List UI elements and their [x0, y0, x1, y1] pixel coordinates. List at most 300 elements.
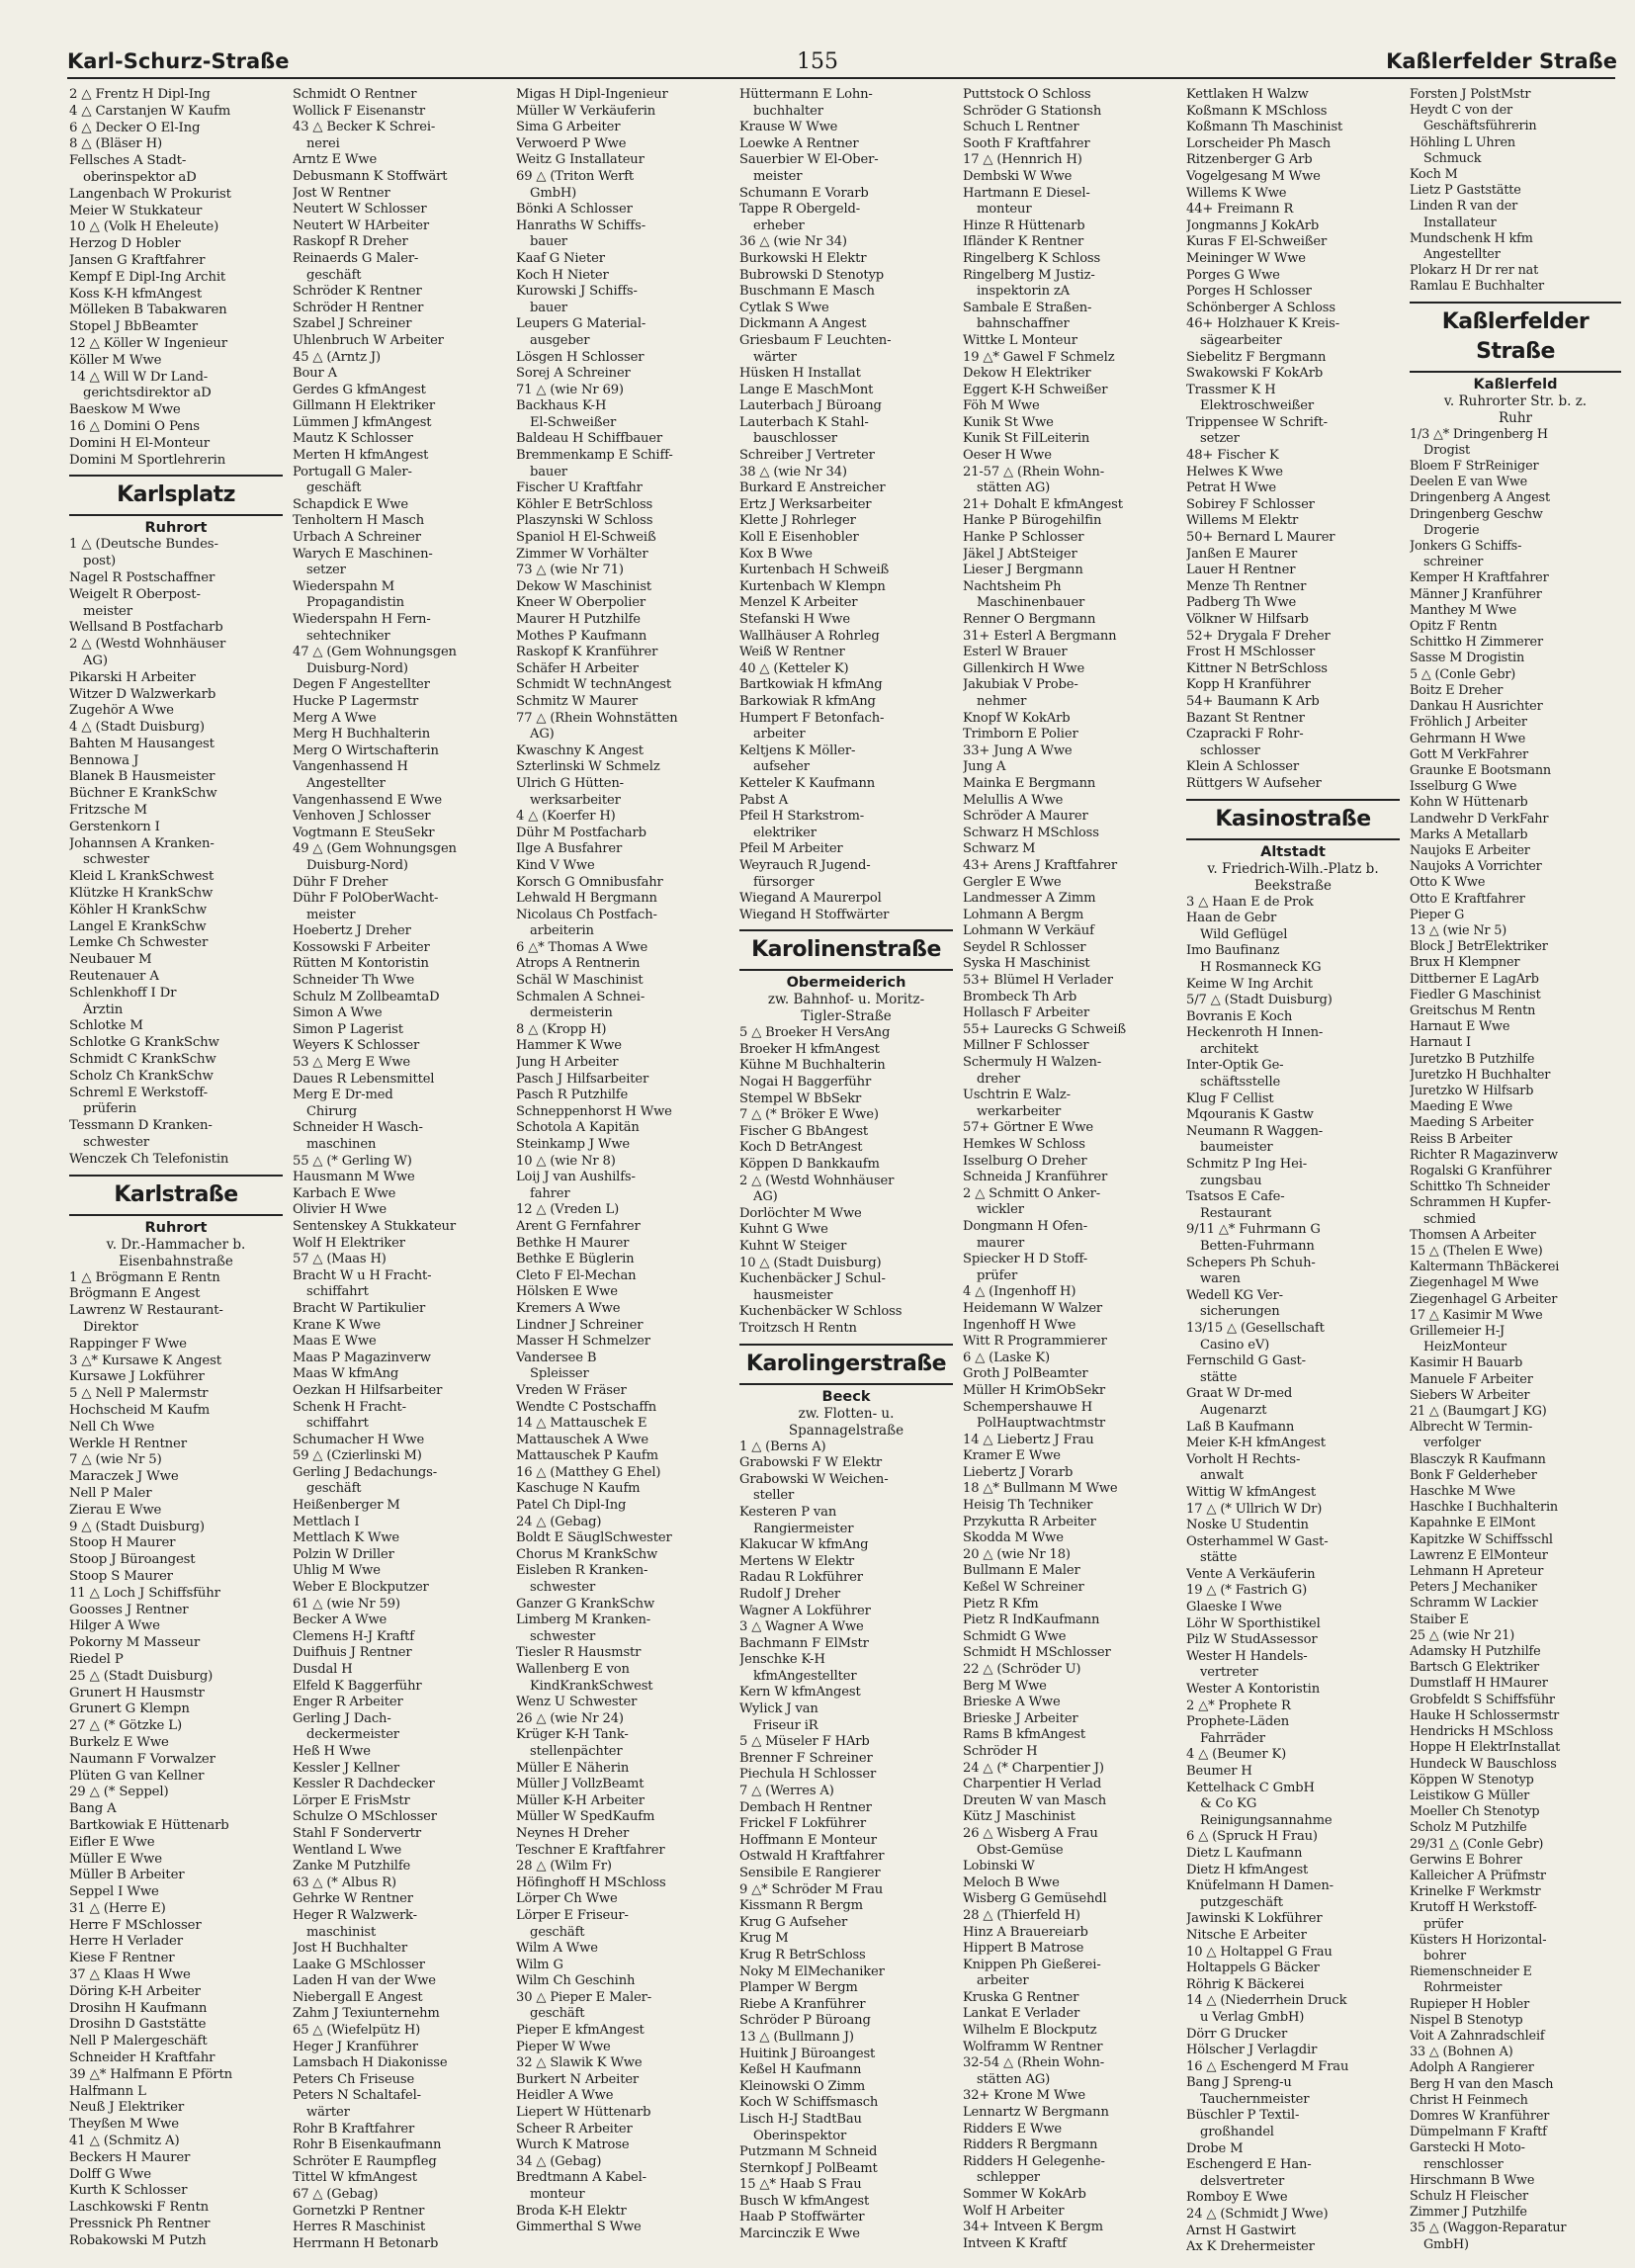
- directory-entry: Pieper E kfmAngest: [516, 2023, 645, 2039]
- directory-entry: Staiber E: [1410, 1612, 1469, 1627]
- directory-entry: Tsatsos E Cafe-: [1186, 1189, 1285, 1205]
- entry-continuation: Spleisser: [530, 1366, 589, 1382]
- directory-entry: Köller M Wwe: [69, 352, 162, 368]
- directory-entry: Kursawe J Lokführer: [69, 1369, 205, 1385]
- directory-entry: 61 △ (wie Nr 59): [293, 1596, 400, 1612]
- directory-entry: Hilger A Wwe: [69, 1618, 160, 1634]
- directory-entry: Scholz Ch KrankSchw: [69, 1068, 214, 1084]
- directory-entry: 7 △ (wie Nr 5): [69, 1452, 162, 1468]
- directory-entry: Tessmann D Kranken-: [69, 1118, 213, 1134]
- entry-continuation: u Verlag GmbH): [1200, 2009, 1305, 2025]
- entry-continuation: renschlosser: [1423, 2156, 1504, 2172]
- directory-entry: Jongmanns J KokArb: [1186, 218, 1320, 233]
- directory-entry: Pabst A: [739, 792, 789, 808]
- directory-entry: Przykutta R Arbeiter: [963, 1514, 1096, 1529]
- entry-continuation: architekt: [1200, 1041, 1258, 1057]
- directory-entry: Gott M VerkFahrer: [1410, 746, 1528, 762]
- directory-entry: 71 △ (wie Nr 69): [516, 382, 624, 397]
- directory-entry: Lieser J Bergmann: [963, 563, 1083, 578]
- district-name: Beeck: [821, 1388, 871, 1405]
- directory-entry: Stempel W BbSekr: [739, 1090, 862, 1106]
- directory-entry: Wallenberg E von: [516, 1662, 630, 1677]
- directory-entry: Brux H Klempner: [1410, 955, 1520, 971]
- entry-continuation: Rangiermeister: [753, 1521, 854, 1536]
- directory-entry: Rohr B Kraftfahrer: [293, 2121, 415, 2137]
- directory-entry: Haschke M Wwe: [1410, 1484, 1515, 1500]
- directory-entry: Juretzko B Putzhilfe: [1410, 1051, 1535, 1067]
- directory-entry: 6 △* Thomas A Wwe: [516, 939, 648, 955]
- running-head-right: Kaßlerfelder Straße: [1386, 49, 1617, 73]
- directory-entry: Nispel B Stenotyp: [1410, 2012, 1523, 2028]
- page-header: [0, 0, 1635, 89]
- directory-entry: Wendte C Postschaffn: [516, 1399, 657, 1415]
- entry-continuation: oberinspektor aD: [83, 169, 197, 185]
- entry-continuation: sägearbeiter: [1200, 332, 1282, 348]
- directory-entry: Schröder G Stationsh: [963, 103, 1102, 119]
- directory-entry: Piechula H Schlosser: [739, 1767, 877, 1783]
- directory-entry: Grobfeldt S Schiffsführ: [1410, 1692, 1555, 1707]
- directory-entry: Oezkan H Hilfsarbeiter: [293, 1382, 443, 1398]
- entry-continuation: Duisburg-Nord): [306, 857, 408, 873]
- directory-entry: Schramm W Lackier: [1410, 1596, 1538, 1612]
- directory-entry: Melullis A Wwe: [963, 792, 1064, 808]
- directory-entry: Limberg M Kranken-: [516, 1613, 651, 1628]
- directory-entry: Mundschenk H kfm: [1410, 230, 1533, 246]
- entry-continuation: großhandel: [1200, 2125, 1274, 2140]
- directory-entry: 25 △ (Stadt Duisburg): [69, 1668, 214, 1684]
- directory-entry: Pieper W Wwe: [516, 2039, 611, 2054]
- directory-entry: Ostwald H Kraftfahrer: [739, 1849, 885, 1865]
- directory-entry: 13 △ (wie Nr 5): [1410, 922, 1507, 938]
- directory-entry: Schmidt W technAngest: [516, 677, 672, 693]
- directory-entry: Rogalski G Kranführer: [1410, 1163, 1552, 1178]
- directory-entry: 28 △ (Wilm Fr): [516, 1859, 612, 1875]
- entry-continuation: stätten AG): [977, 480, 1051, 496]
- entry-continuation: delsvertreter: [1200, 2173, 1285, 2189]
- directory-entry: Dringenberg A Angest: [1410, 490, 1550, 506]
- directory-entry: Hundeck W Bauschloss: [1410, 1756, 1557, 1772]
- directory-entry: Herzog D Hobler: [69, 236, 181, 252]
- directory-entry: Lohmann A Bergm: [963, 907, 1084, 922]
- directory-entry: Dankau H Ausrichter: [1410, 699, 1543, 715]
- directory-entry: Knüfelmann H Damen-: [1186, 1878, 1334, 1894]
- directory-entry: Tittel W kfmAngest: [293, 2170, 417, 2186]
- directory-entry: Langenbach W Prokurist: [69, 186, 231, 202]
- directory-entry: 3 △ Haan E de Prok: [1186, 894, 1314, 910]
- directory-entry: 29/31 △ (Conle Gebr): [1410, 1836, 1544, 1852]
- directory-entry: Czapracki F Rohr-: [1186, 727, 1304, 742]
- directory-entry: Thomsen A Arbeiter: [1410, 1227, 1536, 1243]
- directory-entry: 35 △ (Waggon-Reparatur: [1410, 2221, 1567, 2236]
- street-rule: [1410, 367, 1621, 373]
- directory-entry: Berg M Wwe: [963, 1678, 1047, 1694]
- directory-entry: Köppen D Bankkaufm: [739, 1157, 880, 1173]
- directory-entry: Lauterbach K Stahl-: [739, 414, 869, 430]
- directory-entry: 54+ Baumann K Arb: [1186, 693, 1320, 709]
- street-range: zw. Bahnhof- u. Moritz-: [767, 992, 925, 1008]
- directory-entry: 3 △ Wagner A Wwe: [739, 1619, 864, 1635]
- directory-entry: Büchner E KrankSchw: [69, 786, 217, 802]
- directory-entry: 16 △ Eschengerd M Frau: [1186, 2058, 1349, 2074]
- directory-entry: Busch W kfmAngest: [739, 2193, 870, 2209]
- directory-entry: 20 △ (wie Nr 18): [963, 1546, 1071, 1562]
- directory-entry: 65 △ (Wiefelpütz H): [293, 2023, 421, 2039]
- directory-entry: Siebers W Arbeiter: [1410, 1387, 1530, 1403]
- directory-entry: Kettelhack C GmbH: [1186, 1780, 1315, 1795]
- directory-entry: Reinaerds G Maler-: [293, 250, 419, 266]
- directory-entry: Bang J Spreng-u: [1186, 2075, 1292, 2091]
- entry-continuation: bauer: [530, 234, 567, 250]
- directory-entry: Meier W Stukkateur: [69, 203, 203, 218]
- directory-entry: Ingenhoff H Wwe: [963, 1317, 1076, 1333]
- directory-entry: Neutert W Schlosser: [293, 202, 427, 218]
- directory-entry: Rams B kfmAngest: [963, 1727, 1085, 1743]
- directory-entry: Nitsche E Arbeiter: [1186, 1927, 1307, 1943]
- directory-entry: Debusmann K Stoffwärt: [293, 168, 448, 184]
- directory-entry: Laden H van der Wwe: [293, 1973, 436, 1989]
- directory-entry: Juretzko H Buchhalter: [1410, 1067, 1551, 1083]
- directory-entry: 15 △* Haab S Frau: [739, 2177, 862, 2193]
- directory-entry: Glaeske I Wwe: [1186, 1600, 1282, 1615]
- directory-entry: Wolf H Elektriker: [293, 1235, 405, 1251]
- directory-entry: 38 △ (wie Nr 34): [739, 464, 847, 480]
- entry-continuation: Propagandistin: [306, 595, 404, 611]
- directory-entry: Fernschild G Gast-: [1186, 1353, 1306, 1369]
- directory-entry: Witt R Programmierer: [963, 1334, 1107, 1350]
- directory-entry: Lauer H Rentner: [1186, 563, 1296, 578]
- directory-entry: Huitink J Büroangest: [739, 2046, 876, 2061]
- directory-entry: Nogai H Baggerführ: [739, 1075, 872, 1090]
- street-name: Kaßlerfelder Straße: [1441, 308, 1590, 364]
- directory-entry: Kemper H Kraftfahrer: [1410, 570, 1549, 586]
- entry-continuation: geschäft: [530, 2006, 585, 2022]
- entry-continuation: wärter: [753, 349, 797, 365]
- directory-entry: Zugehör A Wwe: [69, 703, 174, 719]
- entry-continuation: Direktor: [83, 1320, 138, 1335]
- directory-entry: Barkowiak R kfmAng: [739, 693, 876, 709]
- directory-entry: Padberg Th Wwe: [1186, 595, 1297, 611]
- directory-entry: Klette J Rohrleger: [739, 513, 856, 529]
- directory-entry: 10 △ Holtappel G Frau: [1186, 1944, 1333, 1960]
- directory-entry: Kesteren P van: [739, 1504, 837, 1520]
- directory-entry: Clemens H-J Kraftf: [293, 1628, 414, 1644]
- directory-entry: 33 △ (Bohnen A): [1410, 2045, 1513, 2060]
- directory-entry: Cleto F El-Mechan: [516, 1267, 637, 1283]
- directory-entry: Linden R van der: [1410, 199, 1518, 215]
- directory-entry: Hanraths W Schiffs-: [516, 218, 645, 233]
- entry-continuation: Oberinspektor: [753, 2128, 847, 2143]
- street-range: v. Ruhrorter Str. b. z.: [1443, 393, 1588, 409]
- header-rule: [67, 77, 1615, 79]
- directory-entry: Grabowski W Weichen-: [739, 1471, 889, 1487]
- directory-entry: Kessler J Kellner: [293, 1760, 399, 1776]
- directory-entry: Müller W Verkäuferin: [516, 103, 656, 119]
- directory-entry: 53+ Blümel H Verlader: [963, 973, 1113, 989]
- directory-entry: Enger R Arbeiter: [293, 1695, 403, 1710]
- directory-entry: Dongmann H Ofen-: [963, 1218, 1087, 1234]
- district-name: Kaßlerfeld: [1473, 376, 1558, 393]
- directory-entry: Naujoks A Vorrichter: [1410, 859, 1542, 875]
- directory-entry: 55 △ (* Gerling W): [293, 1153, 412, 1169]
- directory-entry: Kuchenbäcker J Schul-: [739, 1271, 886, 1287]
- directory-entry: Lauterbach J Büroang: [739, 398, 882, 414]
- directory-entry: Vangenhassend E Wwe: [293, 792, 442, 808]
- directory-entry: Schneppenhorst H Wwe: [516, 1103, 672, 1119]
- directory-entry: 55+ Laurecks G Schweiß: [963, 1021, 1127, 1037]
- directory-entry: Brieske A Wwe: [963, 1695, 1061, 1710]
- street-range: zw. Flotten- u.: [798, 1405, 895, 1422]
- street-range: Spannagelstraße: [788, 1422, 904, 1439]
- directory-entry: Hammer K Wwe: [516, 1038, 622, 1054]
- directory-entry: Schröder P Büroang: [739, 2013, 871, 2029]
- directory-entry: Dühr M Postfacharb: [516, 825, 646, 840]
- directory-entry: Lehmann H Apreteur: [1410, 1564, 1544, 1580]
- directory-entry: Ziegenhagel G Arbeiter: [1410, 1291, 1558, 1307]
- directory-entry: Bonk F Gelderheber: [1410, 1467, 1537, 1483]
- directory-entry: Höhling L Uhren: [1410, 134, 1515, 150]
- directory-entry: 14 △ Will W Dr Land-: [69, 369, 209, 385]
- directory-entry: Broda K-H Elektr: [516, 2203, 627, 2219]
- directory-entry: Drosihn D Gaststätte: [69, 2017, 207, 2033]
- entry-continuation: AG): [753, 1189, 778, 1205]
- directory-entry: Scholz M Putzhilfe: [1410, 1820, 1527, 1836]
- entry-continuation: geschäft: [530, 1924, 585, 1940]
- directory-entry: Neuß J Elektriker: [69, 2100, 185, 2116]
- directory-entry: Stopel J BbBeamter: [69, 319, 198, 335]
- entry-continuation: ausgeber: [530, 332, 590, 348]
- directory-entry: 14 △ Liebertz J Frau: [963, 1432, 1094, 1447]
- directory-entry: Blanek B Hausmeister: [69, 769, 215, 785]
- directory-entry: Block J BetrElektriker: [1410, 939, 1548, 955]
- directory-entry: Gerstenkorn I: [69, 819, 160, 834]
- directory-entry: 19 △ (* Fastrich G): [1186, 1583, 1308, 1599]
- directory-entry: Grunert H Hausmstr: [69, 1685, 205, 1701]
- directory-entry: Hinz A Brauereiarb: [963, 1924, 1088, 1940]
- directory-entry: Adolph A Rangierer: [1410, 2060, 1534, 2076]
- directory-entry: Sobirey F Schlosser: [1186, 496, 1315, 512]
- entry-continuation: schwester: [83, 1135, 149, 1151]
- directory-entry: Kruska G Rentner: [963, 1989, 1079, 2005]
- street-range: Ruhr: [1498, 409, 1532, 426]
- directory-entry: 4 △ (Koerfer H): [516, 809, 616, 825]
- directory-entry: Petrat H Wwe: [1186, 480, 1277, 496]
- entry-continuation: vertreter: [1200, 1665, 1258, 1681]
- entry-continuation: erheber: [753, 218, 805, 233]
- directory-entry: Koch H Nieter: [516, 267, 609, 283]
- directory-entry: 1 △ Brögmann E Rentn: [69, 1269, 220, 1285]
- directory-entry: Uhlig M Wwe: [293, 1563, 381, 1579]
- entry-continuation: baumeister: [1200, 1140, 1273, 1156]
- directory-entry: 57+ Görtner E Wwe: [963, 1120, 1094, 1136]
- directory-entry: Kurtenbach H Schweiß: [739, 563, 890, 578]
- directory-entry: 49 △ (Gem Wohnungsgen: [293, 841, 457, 857]
- entry-continuation: putzgeschäft: [1200, 1894, 1283, 1910]
- entry-continuation: schäftsstelle: [1200, 1075, 1281, 1090]
- directory-entry: Bartkowiak H kfmAng: [739, 677, 883, 693]
- directory-entry: Wedell KG Ver-: [1186, 1287, 1283, 1303]
- directory-entry: Köhler H KrankSchw: [69, 902, 207, 917]
- directory-entry: Bremmenkamp E Schiff-: [516, 448, 673, 464]
- directory-entry: Burkowski H Elektr: [739, 250, 867, 266]
- directory-entry: Kaschuge N Kaufm: [516, 1481, 641, 1497]
- directory-entry: 16 △ Domini O Pens: [69, 418, 200, 434]
- directory-entry: Rohr B Eisenkaufmann: [293, 2137, 442, 2153]
- directory-entry: Kunik St FilLeiterin: [963, 431, 1090, 447]
- directory-entry: Karbach E Wwe: [293, 1185, 396, 1201]
- directory-entry: Heidler A Wwe: [516, 2088, 614, 2104]
- directory-entry: Küsters H Horizontal-: [1410, 1932, 1547, 1948]
- entry-continuation: Maschinenbauer: [977, 595, 1085, 611]
- directory-entry: Zierau E Wwe: [69, 1502, 162, 1518]
- directory-entry: Marcinczik E Wwe: [739, 2226, 860, 2242]
- directory-entry: Wentland L Wwe: [293, 1842, 402, 1858]
- entry-continuation: nerei: [306, 135, 340, 151]
- directory-entry: Pfeil H Starkstrom-: [739, 809, 865, 825]
- directory-entry: Elfeld K Baggerführ: [293, 1678, 422, 1694]
- directory-entry: Jung H Arbeiter: [516, 1055, 619, 1071]
- directory-entry: Schmidt C KrankSchw: [69, 1052, 216, 1068]
- entry-continuation: stätte: [1200, 1550, 1238, 1566]
- directory-entry: Naumann F Vorwalzer: [69, 1751, 215, 1767]
- directory-entry: Duifhuis J Rentner: [293, 1645, 412, 1661]
- directory-entry: Sima G Arbeiter: [516, 120, 621, 135]
- directory-entry: Meininger W Wwe: [1186, 250, 1306, 266]
- directory-entry: Wilm G: [516, 1957, 563, 1972]
- directory-entry: Manuele F Arbeiter: [1410, 1371, 1533, 1387]
- directory-entry: Jung A: [963, 759, 1006, 775]
- directory-entry: Sambale E Straßen-: [963, 300, 1092, 315]
- entry-continuation: KindKrankSchwest: [530, 1678, 653, 1694]
- directory-entry: Dreuten W van Masch: [963, 1792, 1106, 1808]
- entry-continuation: Fahrräder: [1200, 1730, 1265, 1746]
- directory-entry: Trimborn E Polier: [963, 727, 1078, 742]
- directory-entry: Bracht W u H Fracht-: [293, 1267, 432, 1283]
- directory-entry: Riebe A Kranführer: [739, 1996, 866, 2012]
- directory-entry: Dickmann A Angest: [739, 316, 867, 332]
- entry-continuation: bohrer: [1423, 1948, 1466, 1963]
- directory-entry: Kern W kfmAngest: [739, 1685, 861, 1701]
- directory-entry: Rüttgers W Aufseher: [1186, 775, 1322, 791]
- directory-entry: Müller B Arbeiter: [69, 1868, 185, 1883]
- directory-entry: Sorej A Schreiner: [516, 366, 631, 382]
- directory-entry: Hoffmann E Monteur: [739, 1832, 877, 1848]
- directory-entry: 30 △ Pieper E Maler-: [516, 1989, 652, 2005]
- directory-entry: Kramer E Wwe: [963, 1448, 1061, 1464]
- district-name: Altstadt: [1260, 843, 1326, 860]
- directory-entry: Skodda M Wwe: [963, 1530, 1064, 1546]
- street-name: Karlsplatz: [117, 482, 235, 508]
- directory-entry: Spaniol H El-Schweiß: [516, 530, 656, 546]
- directory-entry: Dörr G Drucker: [1186, 2026, 1288, 2042]
- directory-entry: Hausmann M Wwe: [293, 1170, 415, 1185]
- directory-entry: Lohmann W Verkäuf: [963, 923, 1094, 939]
- directory-entry: 5 △ (Conle Gebr): [1410, 666, 1516, 682]
- directory-entry: Hucke P Lagermstr: [293, 693, 419, 709]
- directory-entry: Zanke M Putzhilfe: [293, 1859, 411, 1875]
- directory-entry: Olivier H Wwe: [293, 1202, 387, 1218]
- directory-entry: Bracht W Partikulier: [293, 1300, 426, 1316]
- directory-entry: 6 △ (Laske K): [963, 1350, 1050, 1365]
- directory-entry: Jonkers G Schiffs-: [1410, 539, 1522, 555]
- directory-entry: Schumann E Vorarb: [739, 185, 869, 201]
- directory-entry: Döring K-H Arbeiter: [69, 1983, 201, 1999]
- directory-columns: [69, 87, 1621, 2257]
- directory-entry: Maeding E Wwe: [1410, 1099, 1513, 1115]
- directory-entry: Swakowski F KokArb: [1186, 366, 1324, 382]
- directory-entry: Büschler P Textil-: [1186, 2108, 1300, 2124]
- directory-entry: Ax K Drehermeister: [1186, 2239, 1315, 2255]
- directory-entry: Meier K-H kfmAngest: [1186, 1436, 1326, 1451]
- directory-entry: Bethke E Büglerin: [516, 1252, 635, 1267]
- entry-continuation: Elektroschweißer: [1200, 398, 1314, 414]
- directory-entry: 50+ Bernard L Maurer: [1186, 530, 1335, 546]
- entry-continuation: Angestellter: [306, 775, 386, 791]
- entry-continuation: post): [83, 554, 117, 569]
- directory-entry: Pilz W StudAssessor: [1186, 1632, 1318, 1648]
- directory-entry: Röhrig K Bäckerei: [1186, 1976, 1305, 1992]
- directory-entry: 24 △ (Schmidt J Wwe): [1186, 2207, 1329, 2223]
- directory-entry: Kopp H Kranführer: [1186, 677, 1311, 693]
- entry-continuation: inspektorin zA: [977, 284, 1070, 300]
- directory-entry: Christ H Feinmech: [1410, 2092, 1528, 2108]
- directory-entry: Bour A: [293, 366, 337, 382]
- directory-entry: Hartmann E Diesel-: [963, 185, 1090, 201]
- directory-entry: 73 △ (wie Nr 71): [516, 563, 624, 578]
- street-name: Karolingerstraße: [745, 1351, 947, 1376]
- directory-entry: 13 △ (Bullmann J): [739, 2029, 854, 2045]
- directory-entry: Maas W kfmAng: [293, 1366, 399, 1382]
- directory-entry: Wiegand A Maurerpol: [739, 891, 882, 907]
- directory-entry: Weyers K Schlosser: [293, 1038, 420, 1054]
- directory-entry: Wilhelm E Blockputz: [963, 2023, 1097, 2039]
- entry-continuation: kfmAngestellter: [753, 1668, 857, 1684]
- directory-entry: 48+ Fischer K: [1186, 448, 1279, 464]
- directory-entry: Burkelz E Wwe: [69, 1734, 169, 1750]
- directory-entry: Zimmer W Vorhälter: [516, 546, 648, 562]
- directory-entry: Langel E KrankSchw: [69, 918, 207, 934]
- directory-entry: Schlotke M: [69, 1018, 143, 1034]
- entry-continuation: stätte: [1200, 1369, 1238, 1385]
- directory-entry: Kleid L KrankSchwest: [69, 869, 215, 885]
- directory-entry: Weigelt R Oberpost-: [69, 586, 201, 602]
- directory-entry: Hinze R Hüttenarb: [963, 218, 1085, 233]
- directory-entry: Cytlak S Wwe: [739, 300, 829, 315]
- directory-entry: Rupieper H Hobler: [1410, 1996, 1530, 2012]
- directory-entry: Fritzsche M: [69, 803, 147, 819]
- directory-entry: 15 △ (Thelen E Wwe): [1410, 1244, 1543, 1259]
- directory-entry: Jenschke K-H: [739, 1652, 825, 1668]
- directory-entry: Syska H Maschinist: [963, 956, 1090, 972]
- directory-entry: Völkner W Hilfsarb: [1186, 612, 1309, 627]
- directory-entry: Opitz F Rentn: [1410, 619, 1498, 635]
- directory-entry: Weiß W Rentner: [739, 645, 845, 660]
- directory-entry: Leupers G Material-: [516, 316, 646, 332]
- directory-entry: Gergler E Wwe: [963, 874, 1062, 890]
- entry-continuation: maschinen: [306, 1137, 377, 1152]
- directory-entry: Ertz J Werksarbeiter: [739, 496, 872, 512]
- entry-continuation: bauer: [530, 464, 567, 480]
- street-rule: [69, 510, 283, 516]
- entry-continuation: GmbH): [530, 185, 577, 201]
- entry-continuation: prüfer: [1423, 1916, 1464, 1932]
- directory-entry: Krause W Wwe: [739, 120, 838, 135]
- directory-entry: Kind V Wwe: [516, 857, 595, 873]
- directory-entry: Hoebertz J Dreher: [293, 923, 411, 939]
- directory-entry: Gillenkirch H Wwe: [963, 660, 1085, 676]
- directory-entry: Reiss B Arbeiter: [1410, 1131, 1512, 1147]
- directory-entry: Heckenroth H Innen-: [1186, 1025, 1324, 1041]
- directory-entry: Neutert W HArbeiter: [293, 218, 429, 233]
